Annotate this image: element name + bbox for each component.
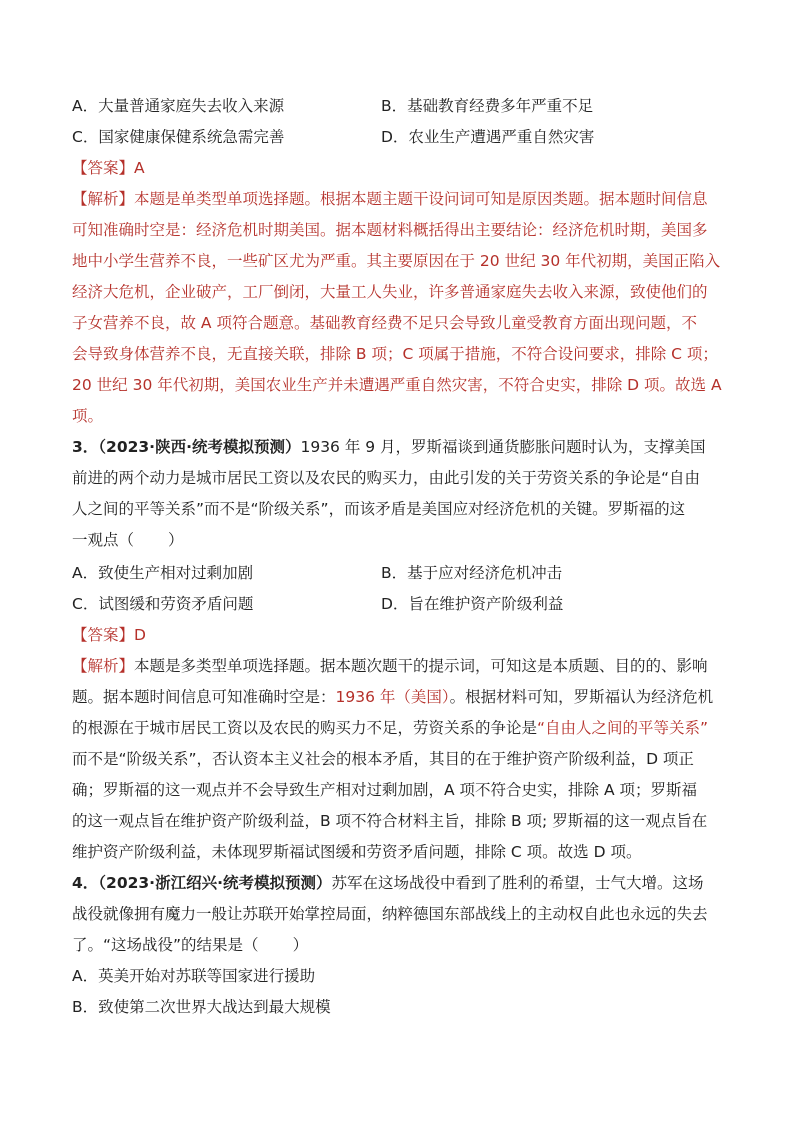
q2-option-a: A．大量普通家庭失去收入来源: [72, 97, 285, 115]
q4-stem-line: [72, 935, 308, 955]
stem-text: 了。“这场战役”的结果是（: [72, 936, 259, 954]
q2-option-c: C．国家健康保健系统急需完善: [72, 128, 285, 146]
stem-text: ）: [168, 531, 184, 549]
q4-stem-line: 战役就像拥有魔力一般让苏联开始掌控局面，纳粹德国东部战线上的主动权自此也永远的失去: [72, 905, 708, 923]
question-number: 4．: [72, 874, 99, 892]
q3-analysis-line: [72, 656, 708, 676]
analysis-text: 题。据本题时间信息可知准确时空是：: [72, 688, 336, 706]
q3-option-d: D．旨在维护资产阶级利益: [381, 595, 564, 613]
q2-analysis-line: 会导致身体营养不良，无直接关联，排除 B 项；C 项属于措施，不符合设问要求，排除 C 项；: [72, 345, 718, 363]
analysis-highlight: 1936 年（美国）: [335, 688, 450, 706]
stem-text: 1936 年 9 月，罗斯福谈到通货膨胀问题时认为，支撑美国: [300, 438, 706, 456]
q3-analysis-line: [72, 687, 713, 707]
q2-analysis-line: [72, 189, 708, 209]
q4-stem-line: [72, 873, 703, 893]
q3-option-c: C．试图缓和劳资矛盾问题: [72, 595, 254, 613]
q2-analysis-line: 可知准确时空是：经济危机时期美国。据本题材料概括得出主要结论：经济危机时期，美国多: [72, 221, 708, 239]
q3-stem-line: [72, 437, 706, 457]
analysis-text: 。根据材料可知，罗斯福认为经济危机: [449, 688, 714, 706]
analysis-text: 本题是单类型单项选择题。根据本题主题干设问词可知是原因类题。据本题时间信息: [134, 190, 708, 208]
analysis-text: 本题是多类型单项选择题。据本题次题干的提示词，可知这是本质题、目的的、影响: [134, 657, 708, 675]
stem-text: ）: [292, 936, 309, 954]
q3-stem-line: 前进的两个动力是城市居民工资以及农民的购买力，由此引发的关于劳资关系的争论是“自由: [72, 469, 701, 487]
q4-option-b: B．致使第二次世界大战达到最大规模: [72, 998, 331, 1016]
q3-stem-line: [72, 530, 184, 550]
q2-option-b: B．基础教育经费多年严重不足: [381, 97, 594, 115]
answer-value: A: [134, 159, 145, 177]
q3-analysis-line: 维护资产阶级利益，未体现罗斯福试图缓和劳资矛盾问题，排除 C 项。故选 D 项。: [72, 843, 642, 861]
question-number: 3．: [72, 438, 99, 456]
q3-analysis-line: 确；罗斯福的这一观点并不会导致生产相对过剩加剧，A 项不符合史实，排除 A 项；罗斯福: [72, 781, 697, 799]
q2-analysis-line: 20 世纪 30 年代初期，美国农业生产并未遭遇严重自然灾害，不符合史实，排除 D 项。故选 A: [72, 376, 722, 394]
analysis-label: 【解析】: [72, 657, 135, 675]
analysis-label: 【解析】: [72, 190, 135, 208]
q3-option-b: B．基于应对经济危机冲击: [381, 564, 563, 582]
q2-analysis-line: 项。: [72, 407, 104, 425]
q3-analysis-line: 的这一观点旨在维护资产阶级利益，B 项不符合材料主旨，排除 B 项; 罗斯福的这一观点旨在: [72, 812, 708, 830]
q2-analysis-line: 地中小学生营养不良，一些矿区尤为严重。其主要原因在于 20 世纪 30 年代初期，美国正陷入: [72, 252, 721, 270]
q2-option-d: D．农业生产遭遇严重自然灾害: [381, 128, 595, 146]
q2-analysis-line: 经济大危机，企业破产，工厂倒闭，大量工人失业，许多普通家庭失去收入来源，致使他们的: [72, 283, 708, 301]
q4-option-a: A．英美开始对苏联等国家进行援助: [72, 967, 316, 985]
q3-option-a: A．致使生产相对过剩加剧: [72, 564, 254, 582]
stem-text: 苏军在这场战役中看到了胜利的希望，士气大增。这场: [331, 874, 704, 892]
q3-analysis-line: [72, 718, 708, 738]
stem-text: 一观点（: [72, 531, 135, 549]
q3-answer: [72, 625, 146, 645]
q3-stem-line: 人之间的平等关系”而不是“阶级关系”，而该矛盾是美国应对经济危机的关键。罗斯福的这: [72, 500, 686, 518]
analysis-highlight: “自由人之间的平等关系”: [537, 719, 709, 737]
question-source: （2023·陕西·统考模拟预测）: [98, 438, 301, 456]
q2-analysis-line: 子女营养不良，故 A 项符合题意。基础教育经费不足只会导致儿童受教育方面出现问题，不: [72, 314, 697, 332]
question-source: （2023·浙江绍兴·统考模拟预测）: [98, 874, 332, 892]
answer-label: 【答案】: [72, 626, 135, 644]
analysis-text: 的根源在于城市居民工资以及农民的购买力不足，劳资关系的争论是: [72, 719, 538, 737]
answer-label: 【答案】: [72, 159, 135, 177]
q2-answer: [72, 158, 145, 178]
q3-analysis-line: 而不是“阶级关系”，否认资本主义社会的根本矛盾，其目的在于维护资产阶级利益，D 项正: [72, 750, 694, 768]
answer-value: D: [134, 626, 146, 644]
